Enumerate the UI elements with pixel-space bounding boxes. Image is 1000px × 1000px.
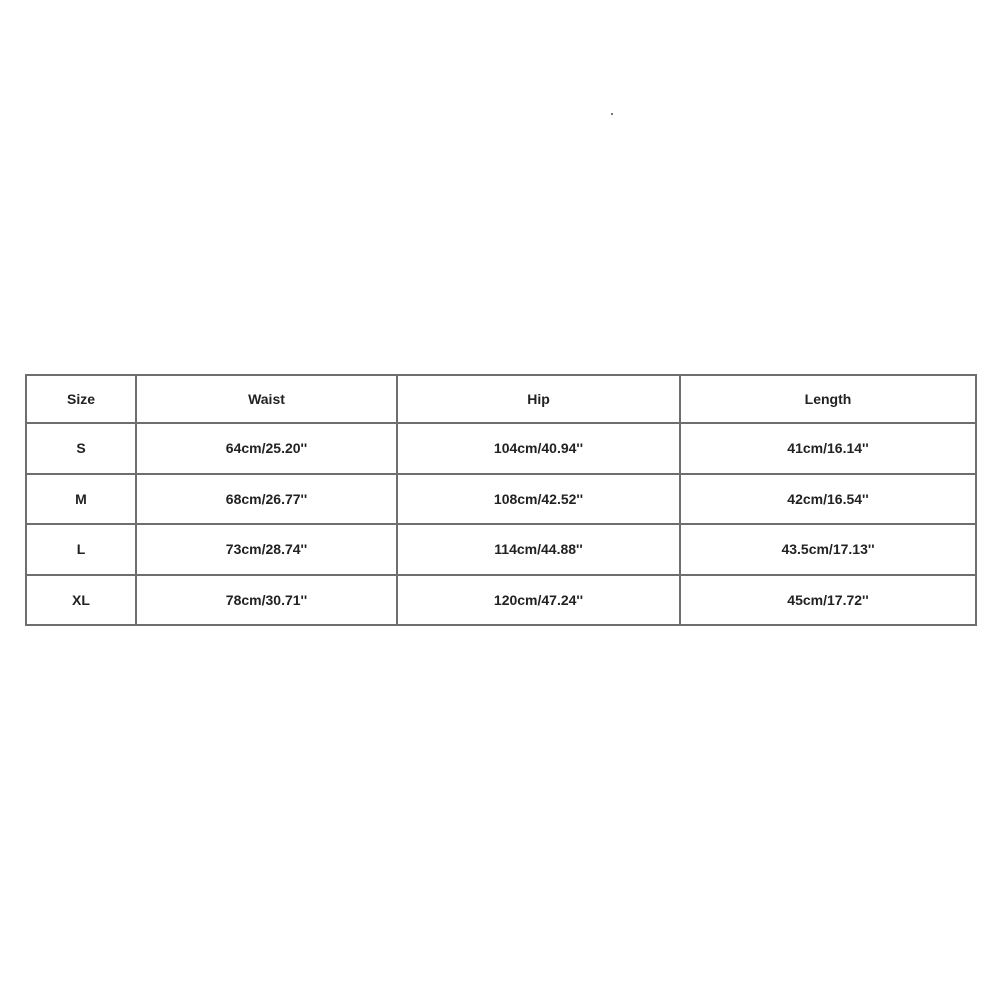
length-cell: 45cm/17.72'' xyxy=(680,575,976,626)
size-cell: L xyxy=(26,524,136,575)
waist-cell: 68cm/26.77'' xyxy=(136,474,397,525)
header-hip: Hip xyxy=(397,375,680,423)
size-cell: S xyxy=(26,423,136,474)
length-cell: 42cm/16.54'' xyxy=(680,474,976,525)
length-cell: 43.5cm/17.13'' xyxy=(680,524,976,575)
length-cell: 41cm/16.14'' xyxy=(680,423,976,474)
size-chart-table xyxy=(25,374,977,626)
header-row xyxy=(26,375,976,423)
table-row xyxy=(26,575,976,626)
table-row xyxy=(26,524,976,575)
hip-cell: 108cm/42.52'' xyxy=(397,474,680,525)
waist-cell: 73cm/28.74'' xyxy=(136,524,397,575)
size-cell: M xyxy=(26,474,136,525)
speck-mark xyxy=(611,113,613,115)
table-row xyxy=(26,423,976,474)
size-cell: XL xyxy=(26,575,136,626)
waist-cell: 78cm/30.71'' xyxy=(136,575,397,626)
hip-cell: 114cm/44.88'' xyxy=(397,524,680,575)
header-waist: Waist xyxy=(136,375,397,423)
header-size: Size xyxy=(26,375,136,423)
table-row xyxy=(26,474,976,525)
hip-cell: 104cm/40.94'' xyxy=(397,423,680,474)
header-length: Length xyxy=(680,375,976,423)
waist-cell: 64cm/25.20'' xyxy=(136,423,397,474)
hip-cell: 120cm/47.24'' xyxy=(397,575,680,626)
